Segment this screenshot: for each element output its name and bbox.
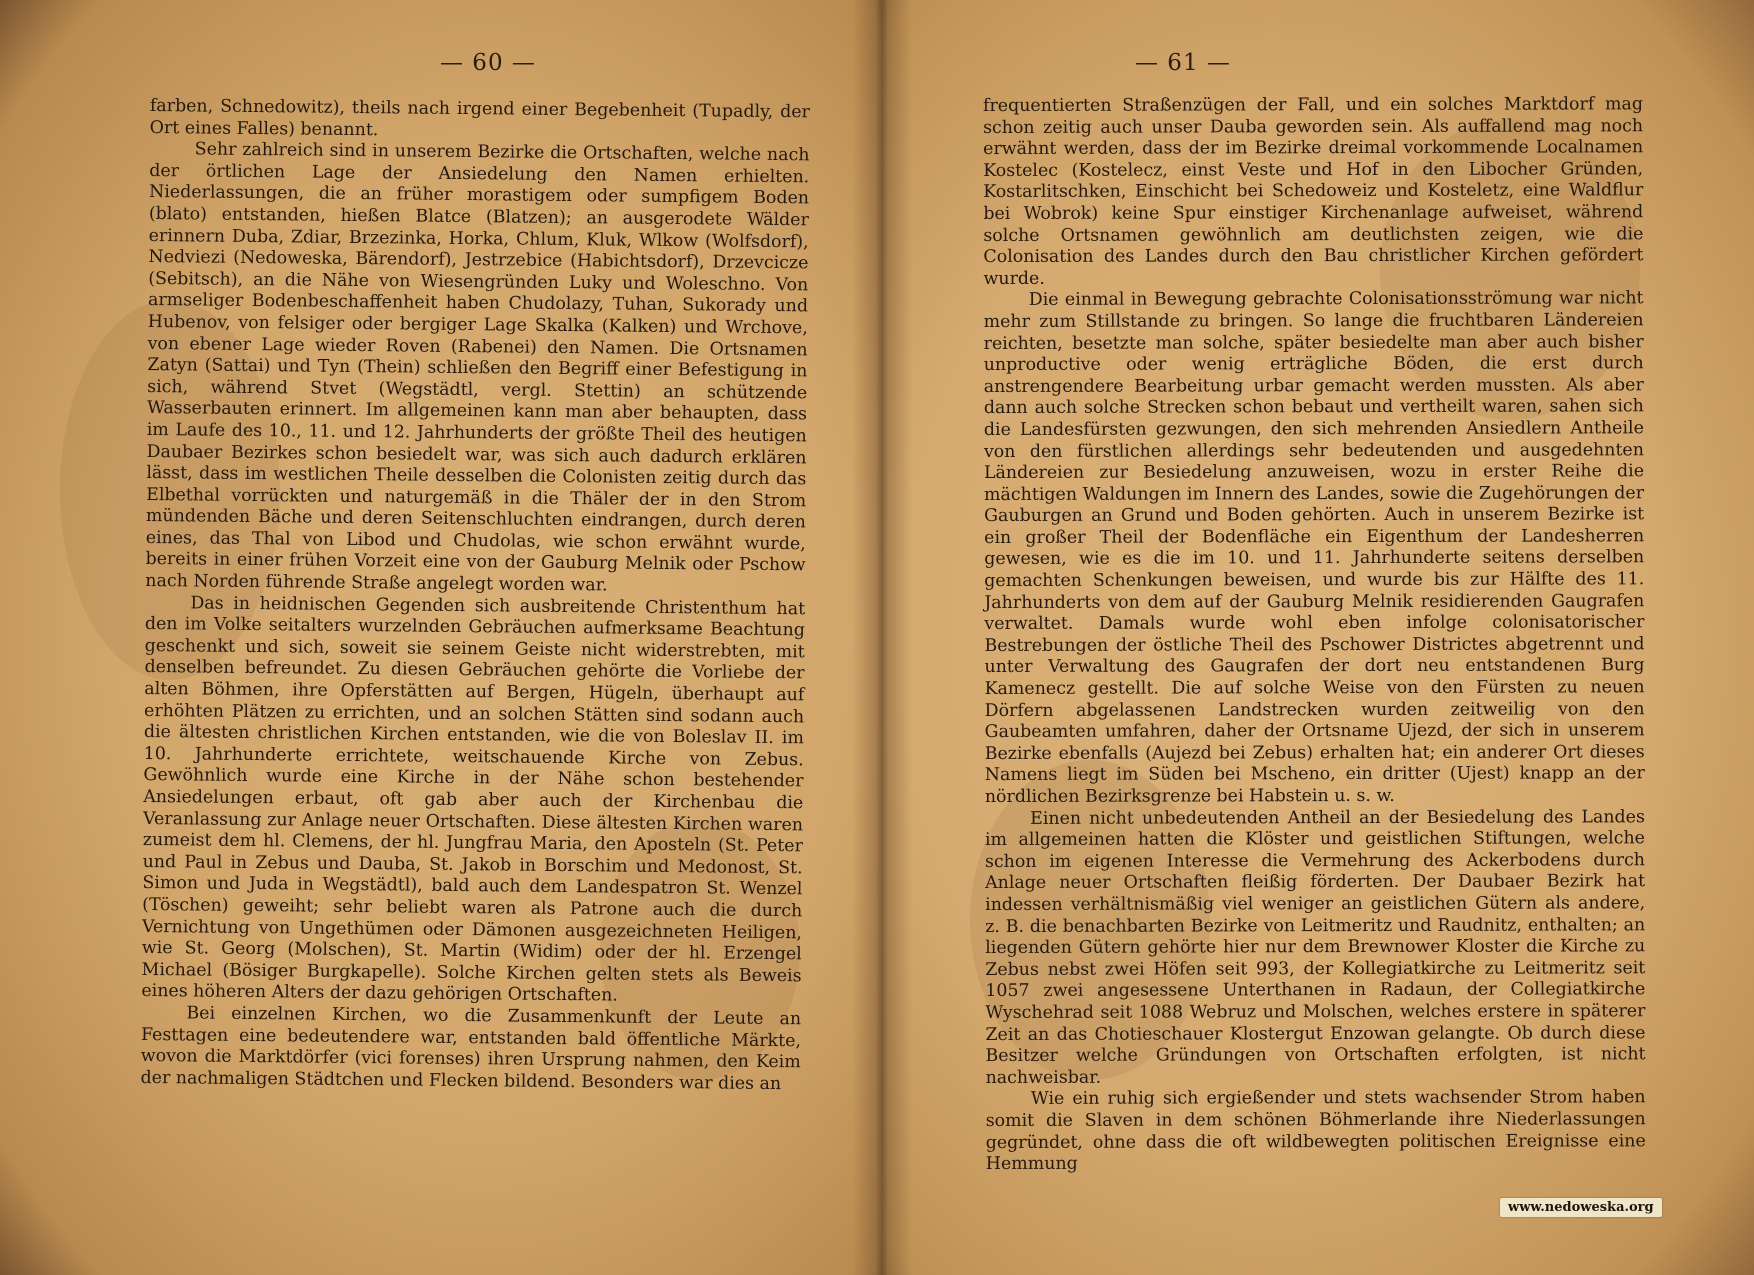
left-page-text	[140, 96, 810, 1096]
paragraph: frequentierten Straßenzügen der Fall, und ein solches Marktdorf mag schon zeitig auch unser Dauba geworden sein. Als auffallend mag noch erwähnt werden, dass der im Bezirke dreimal vorkommende Localnamen Kostelec (Kostelecz, einst Veste und Hof in den Libocher Gründen, Kostarlitschken, Einschicht bei Schedoweiz und Kosteletz, eine Waldflur bei Wobrok) keine Spur einstiger Kirchenanlage aufweiset, während solche Ortsnamen gewöhnlich am deutlichsten zeigen, wie die Colonisation des Landes durch den Bau christlicher Kirchen gefördert wurde.	[983, 94, 1644, 289]
right-page-text	[983, 94, 1646, 1175]
page-number-right: — 61 —	[1135, 50, 1231, 76]
paragraph: Wie ein ruhig sich ergießender und stets wachsender Strom haben somit die Slaven in dem schönen Böhmerlande ihre Niederlassungen gegründet, ohne dass die oft wildbewegten politischen Ereignisse eine Hemmung	[985, 1087, 1646, 1175]
paragraph: Die einmal in Bewegung gebrachte Colonisationsströmung war nicht mehr zum Stillstande zu bringen. So lange die fruchtbaren Ländereien reichten, besetzte man solche, später besiedelte man aber auch bisher unproductive oder wenig erträgliche Böden, die erst durch anstrengendere Bearbeitung urbar gemacht werden mussten. Als aber dann auch solche Strecken schon bebaut und vertheilt waren, sahen sich die Landesfürsten gezwungen, den sich mehrenden Ansiedlern Antheile von den fürstlichen allerdings sehr bedeutenden und ausgedehnten Ländereien zur Besiedelung anzuweisen, wozu in erster Reihe die mächtigen Waldungen im Innern des Landes, sowie die Zugehörungen der Gauburgen an Grund und Boden gehörten. Auch in unserem Bezirke ist ein großer Theil der Bodenfläche ein Eigenthum der Landesherren gewesen, wie es die im 10. und 11. Jahrhunderte seitens derselben gemachten Schenkungen beweisen, und wurde bis zur Hälfte des 11. Jahrhunderts von dem auf der Gauburg Melnik residierenden Gaugrafen verwaltet. Damals wurde wohl eben infolge colonisatorischer Bestrebungen der östliche Theil des Pschower Districtes abgetrennt und unter Verwaltung des Gaugrafen der dort neu entstandenen Burg Kamenecz gestellt. Die auf solche Weise von den Fürsten zu neuen Dörfern abgelassenen Landstrecken wurden zeitweilig von den Gaubeamten umfahren, daher der Ortsname Ujezd, der sich in unserem Bezirke ebenfalls (Aujezd bei Zebus) erhalten hat; ein anderer Ort dieses Namens liegt im Süden bei Mscheno, ein dritter (Ujest) knapp an der nördlichen Bezirksgrenze bei Habstein u. s. w.	[983, 288, 1645, 807]
paragraph: farben, Schnedowitz), theils nach irgend einer Begebenheit (Tupadly, der Ort eines Falles) benannt.	[149, 96, 810, 140]
page-number-left: — 60 —	[440, 50, 536, 76]
paragraph: Das in heidnischen Gegenden sich ausbreitende Christenthum hat den im Volke seitalters wurzelnden Gebräuchen aufmerksame Beachtung geschenkt und sich, soweit sie seinem Geiste nicht widerstrebten, mit denselben befreundet. Zu diesen Gebräuchen gehörte die Vorliebe der alten Böhmen, ihre Opferstätten auf Bergen, Hügeln, überhaupt auf erhöhten Plätzen zu errichten, und an solchen Stätten sind sodann auch die ältesten christlichen Kirchen entstanden, wie die von Boleslav II. im 10. Jahrhunderte errichtete, weitschauende Kirche von Zebus. Gewöhnlich wurde eine Kirche in der Nähe schon bestehender Ansiedelungen erbaut, oft gab aber auch der Kirchenbau die Veranlassung zur Anlage neuer Ortschaften. Diese ältesten Kirchen waren zumeist dem hl. Clemens, der hl. Jungfrau Maria, den Aposteln (St. Peter und Paul in Zebus und Dauba, St. Jakob in Borschim und Medonost, St. Simon und Juda in Wegstädtl), bald auch dem Landespatron St. Wenzel (Töschen) geweiht; sehr beliebt waren als Patrone auch die durch Vernichtung von Ungethümen oder Dämonen ausgezeichneten Heiligen, wie St. Georg (Molschen), St. Martin (Widim) oder der hl. Erzengel Michael (Bösiger Burgkapelle). Solche Kirchen gelten stets als Beweis eines höheren Alters der dazu gehörigen Ortschaften.	[141, 593, 806, 1006]
right-page	[880, 0, 1754, 1275]
paragraph: Sehr zahlreich sind in unserem Bezirke die Ortschaften, welche nach der örtlichen Lage der Ansiedelung den Namen erhielten. Niederlassungen, die an früher morastigem oder sumpfigem Boden (blato) entstanden, hießen Blatce (Blatzen); an ausgerodete Wälder erinnern Duba, Zdiar, Brzezinka, Horka, Chlum, Kluk, Wlkow (Wolfsdorf), Nedviezi (Nedoweska, Bärendorf), Jestrzebice (Habichtsdorf), Drzevcicze (Sebitsch), an die Nähe von Wiesengründen Luky und Woleschno. Von armseliger Bodenbeschaffenheit haben Chudolazy, Tuhan, Sukorady und Hubenov, von felsiger oder bergiger Lage Skalka (Kalken) und Wrchove, von ebener Lage wieder Roven (Rabenei) den Namen. Die Ortsnamen Zatyn (Sattai) und Tyn (Thein) schließen den Begriff einer Befestigung in sich, während Stvet (Wegstädtl, vergl. Stettin) an schützende Wasserbauten erinnert. Im allgemeinen kann man aber behaupten, dass im Laufe des 10., 11. und 12. Jahrhunderts der größte Theil des heutigen Daubaer Bezirkes schon besiedelt war, was sich auch dadurch erklären lässt, dass im westlichen Theile desselben die Colonisten zeitig durch das Elbethal vorrückten und naturgemäß in die Thäler der in den Strom mündenden Bäche und deren Seitenschluchten eindrangen, durch deren eines, das Thal von Libod und Chudolas, wie schon erwähnt wurde, bereits in einer frühen Vorzeit eine von der Gauburg Melnik oder Pschow nach Norden führende Straße angelegt worden war.	[145, 139, 810, 596]
paragraph: Einen nicht unbedeutenden Antheil an der Besiedelung des Landes im allgemeinen hatten die Klöster und geistlichen Stiftungen, welche schon im eigenen Interesse die Vermehrung des Ackerbodens durch Anlage neuer Ortschaften fleißig förderten. Der Daubaer Bezirk hat indessen verhältnismäßig viel weniger an geistlichen Gütern als andere, z. B. die benachbarten Bezirke von Leitmeritz und Raudnitz, enthalten; an liegenden Gütern gehörte hier nur dem Brewnower Kloster die Kirche zu Zebus nebst zwei Höfen seit 993, der Kollegiatkirche zu Leitmeritz seit 1057 zwei angesessene Unterthanen in Radaun, der Collegiatkirche Wyschehrad seit 1088 Webruz und Molschen, welches erstere in späterer Zeit an das Chotieschauer Klostergut Enzowan gelangte. Ob durch diese Besitzer welche Gründungen von Ortschaften erfolgten, ist nicht nachweisbar.	[984, 806, 1646, 1088]
paragraph: Bei einzelnen Kirchen, wo die Zusammenkunft der Leute an Festtagen eine bedeutendere war, entstanden bald öffentliche Märkte, wovon die Marktdörfer (vici forenses) ihren Ursprung nahmen, den Keim der nachmaligen Städtchen und Flecken bildend. Besonders war dies an	[140, 1003, 802, 1094]
watermark-label: www.nedoweska.org	[1500, 1198, 1662, 1217]
